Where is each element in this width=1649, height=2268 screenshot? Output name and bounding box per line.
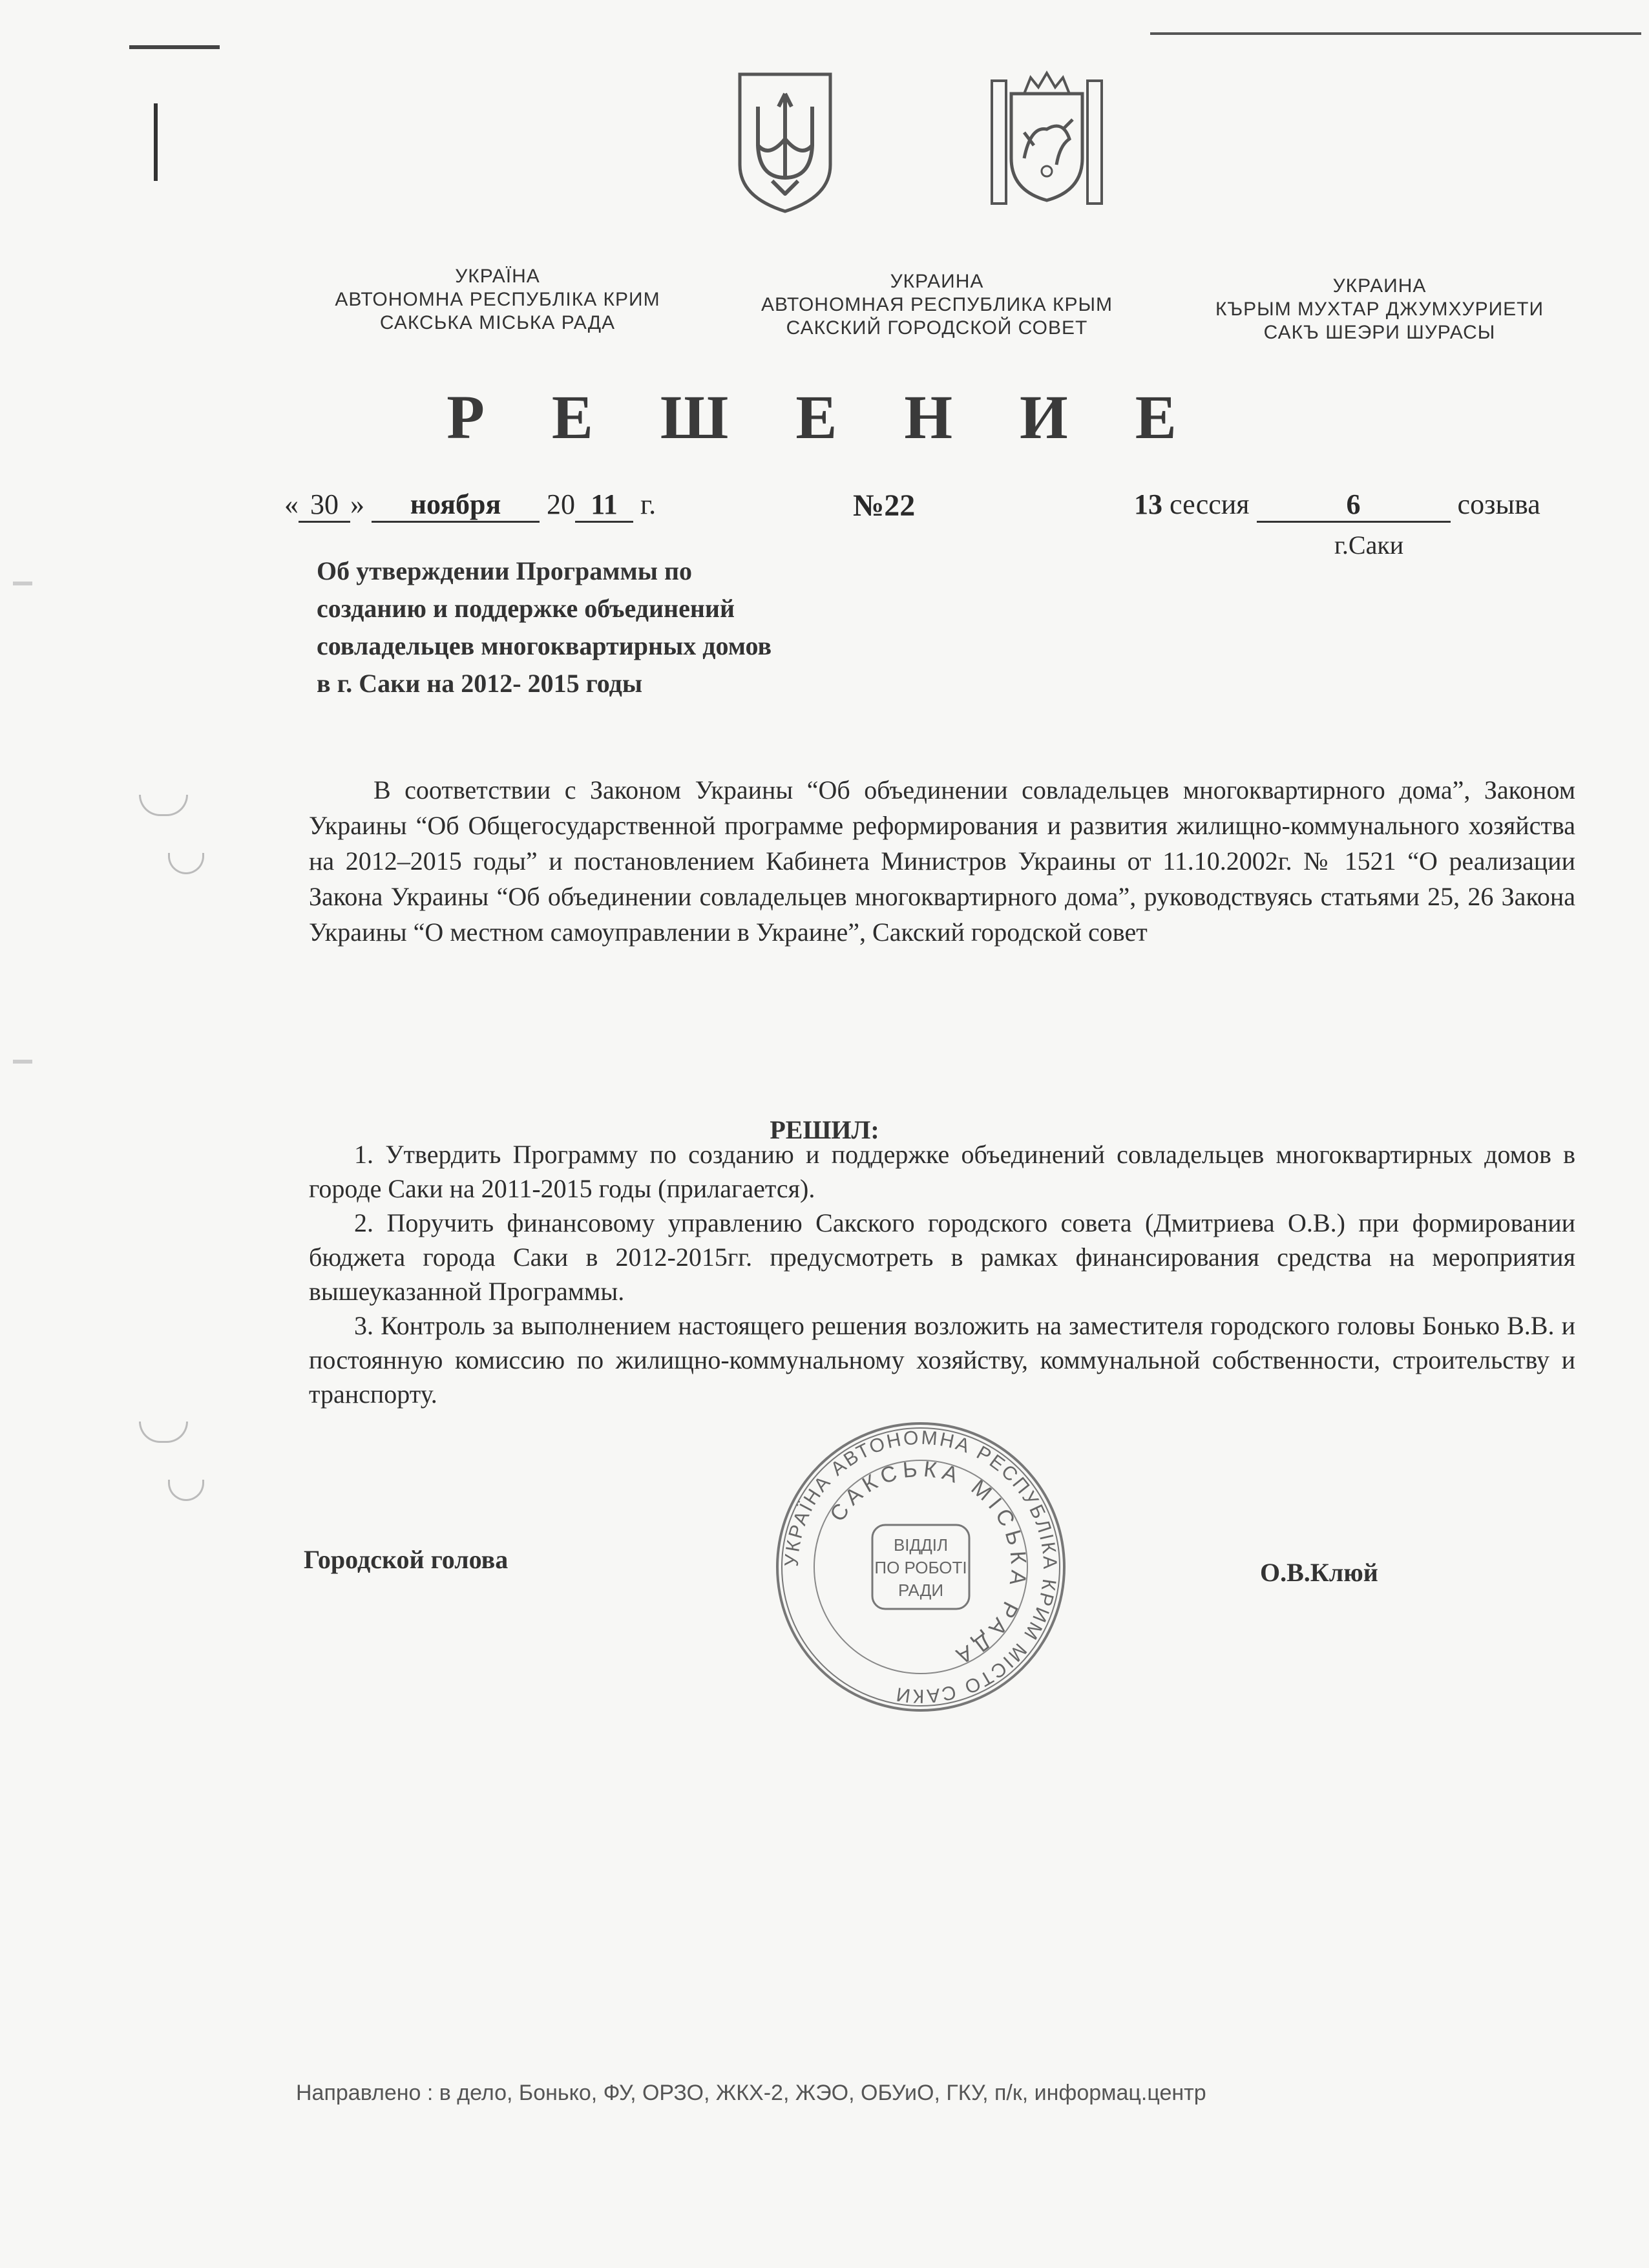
decision-item: 1. Утвердить Программу по созданию и поддержке объединений совладельцев многоквартирных домов в городе Саки на 2011-2015 годы (прилагается). [309, 1140, 1575, 1203]
distribution-list: Направлено : в дело, Бонько, ФУ, ОРЗО, ЖКХ-2, ЖЭО, ОБУиО, ГКУ, п/к, информац.центр [296, 2081, 1206, 2105]
scan-mark [13, 582, 32, 585]
decision-number: №22 [853, 488, 916, 523]
header-country: УКРАЇНА [455, 266, 540, 287]
header-republic: АВТОНОМНА РЕСПУБЛІКА КРИМ [335, 289, 660, 310]
svg-text:ПО РОБОТІ: ПО РОБОТІ [874, 1558, 967, 1577]
punch-hole [168, 853, 204, 874]
date-day: 30 [299, 488, 350, 523]
svg-text:САКСЬКА МІСЬКА РАДА: САКСЬКА МІСЬКА РАДА [825, 1456, 1031, 1671]
decision-item: 3. Контроль за выполнением настоящего решения возложить на заместителя городского головы Бонько В.В. и постоянную комиссию по жилищно-коммунальному хозяйству, коммунальной собственности, строительству и транспорту. [309, 1311, 1575, 1409]
document-title: Р Е Ш Е Н И Е [446, 383, 1203, 452]
convocation-number: 6 [1257, 488, 1451, 523]
city: г.Саки [1334, 530, 1404, 560]
header-council: САКЪ ШЕЭРИ ШУРАСЫ [1263, 322, 1496, 343]
official-seal [769, 1415, 1073, 1719]
header-country: УКРАИНА [890, 271, 984, 292]
decision-date: « 30 » ноября 20 11 г. [284, 488, 656, 523]
punch-hole [139, 795, 188, 816]
signatory-title: Городской голова [304, 1545, 509, 1574]
ukraine-coat-of-arms-icon [733, 68, 837, 216]
session-info: 13 сессия 6 созыва [1134, 488, 1540, 523]
punch-hole [168, 1480, 204, 1501]
header-ua [304, 265, 691, 335]
scan-mark [13, 1060, 32, 1064]
punch-hole [139, 1422, 188, 1443]
svg-text:УКРАЇНА АВТОНОМНА РЕСПУБЛІКА К: УКРАЇНА АВТОНОМНА РЕСПУБЛІКА КРИМ МІСТО САКИ [781, 1427, 1061, 1707]
decision-items [309, 1137, 1575, 1411]
decision-subject: Об утверждении Программы по созданию и поддержке объединений совладельцев многоквартирных домов в г. Саки на 2012- 2015 годы [317, 556, 772, 698]
scan-edge-line [129, 45, 220, 49]
signatory-name: О.В.Клюй [1260, 1558, 1378, 1587]
svg-text:ВІДДІЛ: ВІДДІЛ [893, 1535, 949, 1555]
preamble: В соответствии с Законом Украины “Об объединении совладельцев многоквартирного дома”, Законом Украины “Об Общегосударственной программе реформирования и развития жилищно-коммунального хозяйства на 2012–2015 годы” и постановлением Кабинета Министров Украины от 11.10.2002г. № 1521 “О реализации Закона Украины “Об объединении совладельцев многоквартирного дома”, руководствуясь статьями 25, 26 Закона Украины “О местном самоуправлении в Украине”, Сакский городской совет [309, 775, 1575, 947]
resolved-heading: РЕШИЛ: [770, 1115, 879, 1144]
date-month: ноября [372, 488, 540, 523]
crimea-coat-of-arms-icon [985, 68, 1108, 216]
header-country: УКРАИНА [1332, 275, 1427, 297]
header-council: САКСКИЙ ГОРОДСКОЙ СОВЕТ [786, 317, 1088, 339]
scan-mark [154, 103, 158, 181]
header-council: САКСЬКА МІСЬКА РАДА [379, 312, 616, 333]
header-crh [1186, 275, 1573, 344]
header-republic: АВТОНОМНАЯ РЕСПУБЛИКА КРЫМ [761, 294, 1113, 315]
session-number: 13 [1134, 488, 1162, 520]
decision-item: 2. Поручить финансовому управлению Сакского городского совета (Дмитриева О.В.) при формировании бюджета города Саки в 2012-2015гг. предусмотреть в рамках финансирования средства на мероприятия вышеуказанной Программы. [309, 1208, 1575, 1306]
header-republic: КЪРЫМ МУХТАР ДЖУМХУРИЕТИ [1215, 299, 1544, 320]
scan-edge-line [1150, 32, 1641, 35]
header-ru [730, 270, 1144, 340]
date-year: 11 [575, 488, 633, 523]
svg-text:РАДИ: РАДИ [898, 1580, 944, 1600]
